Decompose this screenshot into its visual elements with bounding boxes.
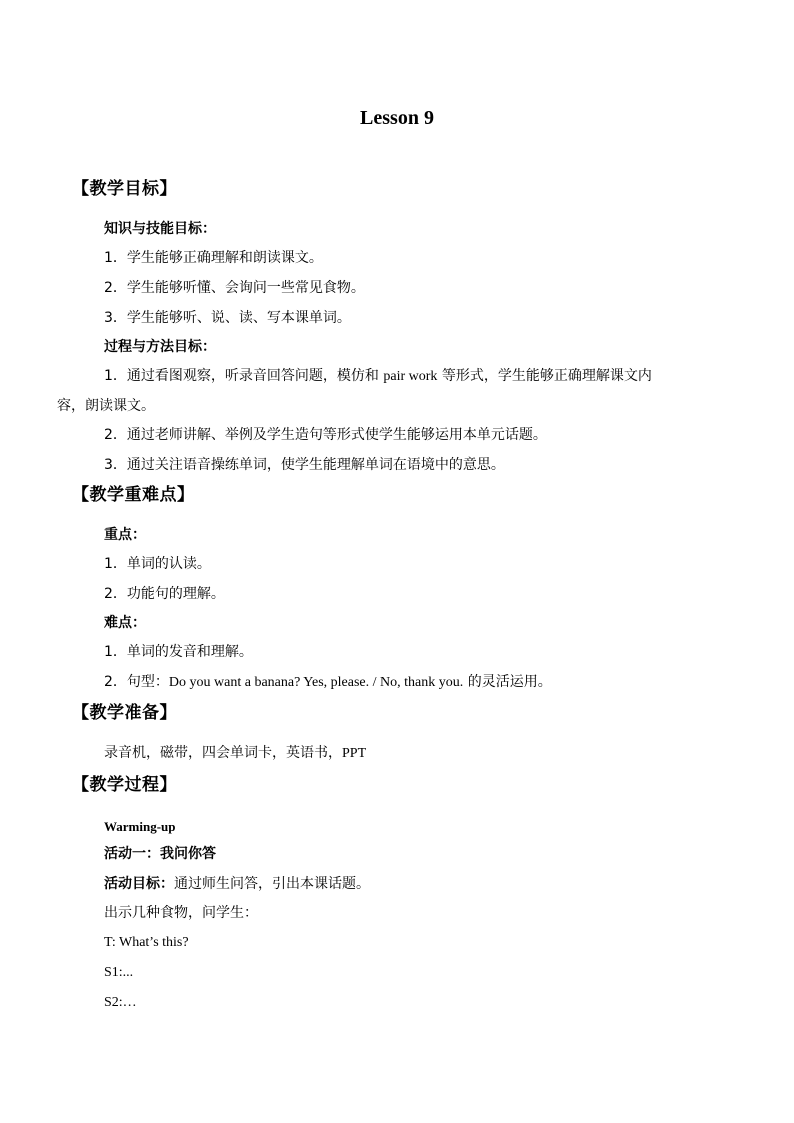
activity-goal-label: 活动目标： [104, 876, 174, 892]
section-heading-objectives: 【教学目标】 [72, 179, 177, 199]
process-item-3: 3．通过关注语音操练单词，使学生能理解单词在语境中的意思。 [104, 457, 505, 473]
dialogue-line-2: S1:... [104, 965, 134, 980]
difficulty-item-2-english: Do you want a banana? Yes, please. / No, thank you. [168, 675, 464, 690]
dialogue-line-1: T: What’s this? [104, 935, 189, 950]
section-heading-key-points: 【教学重难点】 [72, 485, 195, 505]
focus-item-1: 1．单词的认读。 [104, 556, 211, 572]
process-item-1-continuation: 容，朗读课文。 [57, 398, 155, 414]
knowledge-item-1: 1．学生能够正确理解和朗读课文。 [104, 250, 323, 266]
activity-title: 活动一：我问你答 [104, 846, 216, 862]
knowledge-item-2: 2．学生能够听懂、会询问一些常见食物。 [104, 280, 365, 296]
process-item-1-part-b: 等形式，学生能够正确理解课文内 [437, 368, 652, 384]
preparation-text [104, 742, 366, 765]
dialogue-line-3: S2:… [104, 995, 137, 1010]
focus-heading: 重点： [104, 527, 146, 543]
activity-goal-text: 通过师生问答，引出本课话题。 [174, 876, 370, 892]
difficulty-item-2-part-a: 2．句型： [104, 674, 169, 690]
preparation-text-chinese: 录音机，磁带，四会单词卡，英语书， [104, 745, 342, 761]
difficulty-item-2 [104, 671, 552, 694]
warmup-label: Warming-up [104, 819, 176, 834]
difficulty-heading: 难点： [104, 615, 146, 631]
page-title: Lesson 9 [360, 107, 434, 129]
section-heading-preparation: 【教学准备】 [72, 703, 177, 723]
process-item-1 [104, 365, 652, 388]
difficulty-item-2-part-b: 的灵活运用。 [463, 674, 552, 690]
difficulty-item-1: 1．单词的发音和理解。 [104, 644, 253, 660]
knowledge-item-3: 3．学生能够听、说、读、写本课单词。 [104, 310, 351, 326]
process-item-2: 2．通过老师讲解、举例及学生造句等形式使学生能够运用本单元话题。 [104, 427, 547, 443]
section-heading-process: 【教学过程】 [72, 775, 177, 795]
activity-intro: 出示几种食物，问学生： [104, 905, 258, 921]
activity-goal [104, 873, 370, 895]
process-item-1-english: pair work [383, 369, 438, 384]
focus-item-2: 2．功能句的理解。 [104, 586, 225, 602]
knowledge-heading: 知识与技能目标： [104, 221, 216, 237]
process-heading: 过程与方法目标： [104, 339, 216, 355]
process-item-1-part-a: 1．通过看图观察，听录音回答问题，模仿和 [104, 368, 384, 384]
preparation-text-english: PPT [342, 746, 367, 761]
